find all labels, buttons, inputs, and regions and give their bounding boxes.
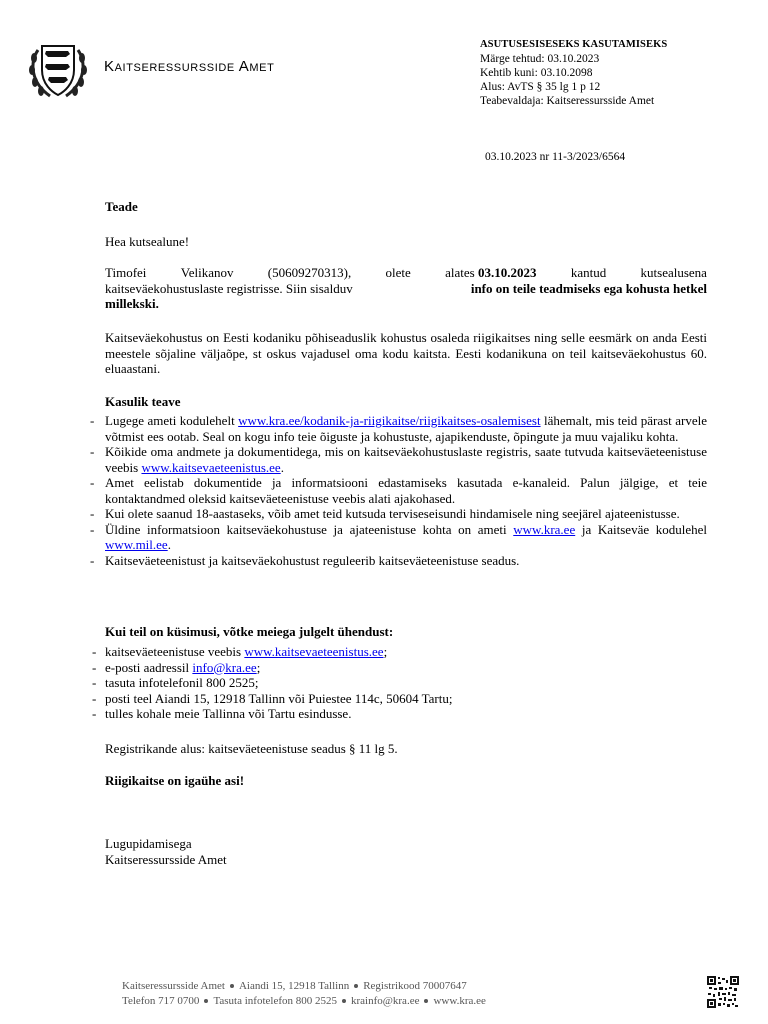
organization-name: Kaitseressursside Amet <box>104 58 275 75</box>
contact-web-link[interactable]: www.kaitsevaeteenistus.ee <box>244 644 384 659</box>
kaitsevaeteenistus-link[interactable]: www.kaitsevaeteenistus.ee <box>141 459 281 475</box>
list-item: - tulles kohale meie Tallinna või Tartu esindusse. <box>92 706 352 721</box>
contact-list <box>90 644 707 722</box>
signature-organization: Kaitseressursside Amet <box>105 852 227 867</box>
mil-link[interactable]: www.mil.ee <box>105 537 168 552</box>
closing: Lugupidamisega <box>105 836 192 851</box>
list-item: - kaitseväeteenistuse veebis www.kaitsevaeteenistus.ee; <box>92 644 388 659</box>
greeting: Hea kutsealune! <box>105 234 190 249</box>
list-item: - Lugege ameti kodulehelt www.kra.ee/kodanik-ja-riigikaitse/riigikaitses-osalemisest lähemalt, mis teid pärast arvele võtmist ees ootab. Seal on kogu info teie õiguste ja kohustuste, ajapikenduste, õpingute ja muu vajaliku kohta. <box>90 413 708 444</box>
paragraph-registration: Timofei Velikanov (50609270313), olete alates 03.10.2023 kantud kutsealusena kaitseväekohustuslaste registrisse. Siin sisalduv info on teile teadmiseks ega kohusta hetkel millekski. <box>105 265 707 311</box>
estonian-coat-of-arms-icon <box>28 40 88 100</box>
letter-title: Teade <box>105 199 138 214</box>
kra-participation-link[interactable]: www.kra.ee/kodanik-ja-riigikaitse/riigikaitses-osalemisest <box>238 413 541 428</box>
list-item: - Kaitseväeteenistust ja kaitseväekohustust reguleerib kaitseväeteenistuse seadus. <box>90 552 520 568</box>
list-item: - Üldine informatsioon kaitseväekohustuse ja ajateenistuse kohta on ameti www.kra.ee ja Kaitseväe kodulehel www.mil.ee. <box>90 521 707 552</box>
list-item: - Kõikide oma andmete ja dokumentidega, mis on kaitseväekohustuslaste registris, saate tutvuda kaitseväeteenistuse veebis www.kaitsevaeteenistus.ee. <box>90 444 707 475</box>
contact-email-link[interactable]: info@kra.ee <box>192 659 257 675</box>
info-holder: Teabevaldaja: Kaitseressursside Amet <box>480 95 655 107</box>
paragraph-duty: Kaitseväekohustus on Eesti kodaniku põhiseaduslik kohustus osaleda riigikaitses ning selle eesmärk on anda Eesti meestele sõjaline väljaõpe, st oskus vajadusel oma kodu kaitsta. Eesti kodanikuna on teil kaitseväekohustus 60. eluaastani. <box>105 330 707 376</box>
registration-line-1: Timofei Velikanov (50609270313), olete alates 03.10.2023 kantud kutsealusena <box>105 265 707 280</box>
list-item: - tasuta infotelefonil 800 2525; <box>92 675 259 690</box>
list-item: - Amet eelistab dokumentide ja informatsiooni edastamiseks kasutada e-kanaleid. Palun jälgige, et teie kontaktandmed oleksid kaitseväeteenistuse veebis alati ajakohased. <box>90 475 707 506</box>
legal-basis-header: Alus: AvTS § 35 lg 1 p 12 <box>480 81 601 93</box>
registration-legal-basis: Registrikande alus: kaitseväeteenistuse seadus § 11 lg 5. <box>105 741 398 756</box>
footer-line-2: Telefon 717 0700 Tasuta infotelefon 800 2525 krainfo@kra.ee www.kra.ee <box>122 995 486 1007</box>
qr-code-icon <box>707 976 739 1008</box>
contact-title: Kui teil on küsimusi, võtke meiega julgelt ühendust: <box>105 624 394 639</box>
coat-of-arms-logo <box>28 40 88 100</box>
registration-date: 03.10.2023 <box>477 265 537 280</box>
slogan: Riigikaitse on igaühe asi! <box>105 773 245 788</box>
marked-date: Märge tehtud: 03.10.2023 <box>480 53 600 65</box>
restriction-label: ASUTUSESISESEKS KASUTAMISEKS <box>480 39 668 50</box>
useful-info-list <box>90 413 707 568</box>
document-number: 03.10.2023 nr 11-3/2023/6564 <box>485 151 626 163</box>
footer-line-1: Kaitseressursside Amet Aiandi 15, 12918 Tallinn Registrikood 70007647 <box>122 980 467 992</box>
useful-info-title: Kasulik teave <box>105 394 181 409</box>
list-item: - e-posti aadressil info@kra.ee; <box>92 659 261 675</box>
document-metadata <box>480 38 667 108</box>
valid-until: Kehtib kuni: 03.10.2098 <box>480 67 593 79</box>
list-item: - posti teel Aiandi 15, 12918 Tallinn või Puiestee 114c, 50604 Tartu; <box>92 690 453 706</box>
list-item: - Kui olete saanud 18-aastaseks, võib amet teid kutsuda terviseseisundi hindamisele ning seejärel ajateenistusse. <box>90 506 680 521</box>
kra-link[interactable]: www.kra.ee <box>513 521 576 537</box>
registration-line-2: kaitseväekohustuslaste registrisse. Siin sisalduv info on teile teadmiseks ega kohusta hetkel <box>105 280 707 296</box>
